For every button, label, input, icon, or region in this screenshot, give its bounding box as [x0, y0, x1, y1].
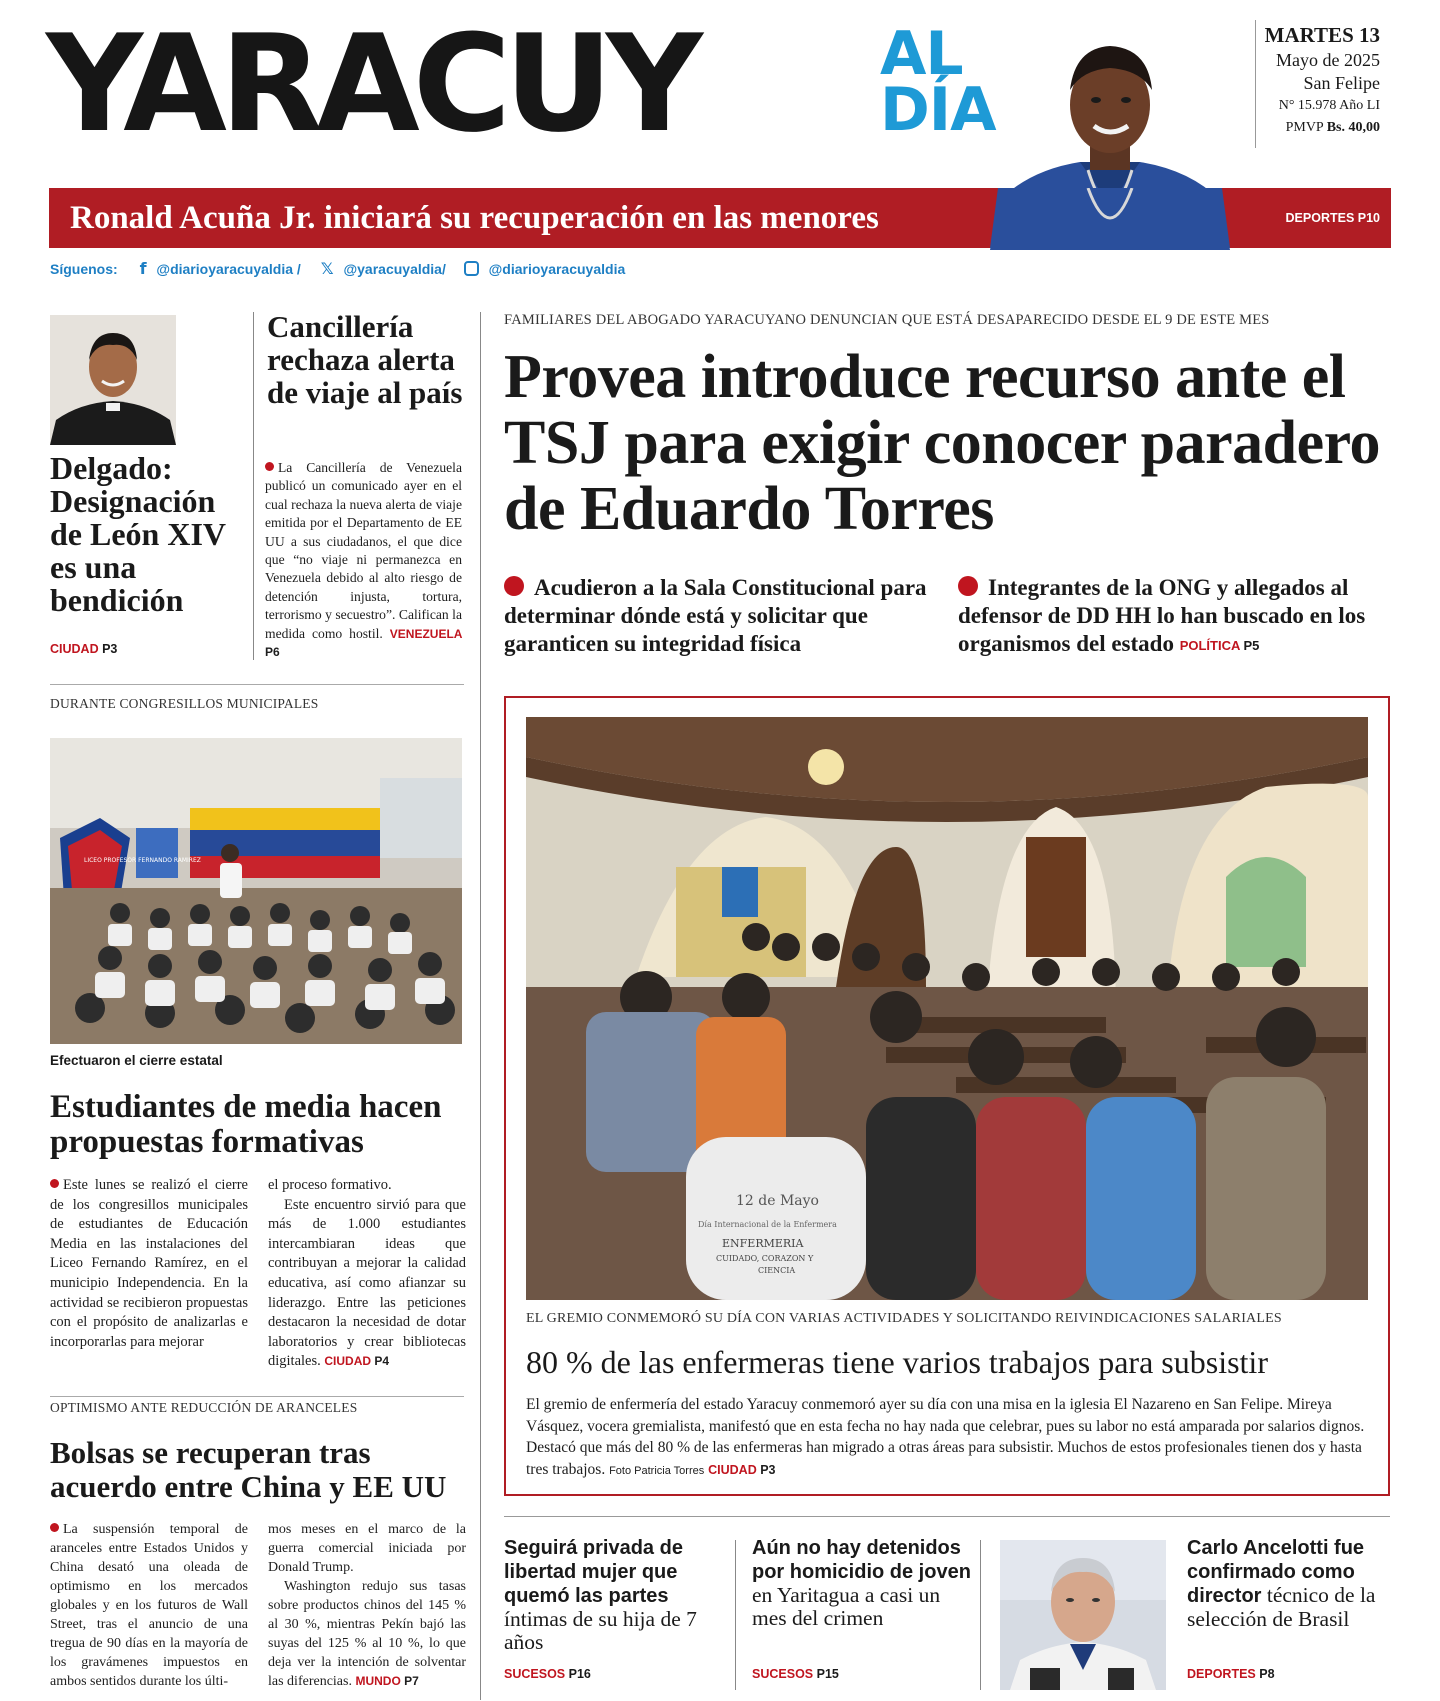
- shirt-date: 12 de Mayo: [736, 1193, 819, 1209]
- bolsas-headline[interactable]: Bolsas se recuperan tras acuerdo entre China y EE UU: [50, 1435, 447, 1504]
- estudiantes-banner-text: LICEO PROFESOR FERNANDO RAMIREZ: [84, 857, 201, 864]
- instagram-handle[interactable]: @diarioyaracuyaldia: [488, 261, 626, 277]
- lead-headline[interactable]: Provea introduce recurso ante el TSJ para exigir conocer paradero de Eduardo Torres: [504, 343, 1381, 543]
- x-handle[interactable]: @yaracuyaldia/: [343, 261, 446, 277]
- ancelotti-photo: [1000, 1540, 1166, 1690]
- estudiantes-kicker: DURANTE CONGRESILLOS MUNICIPALES: [50, 696, 319, 711]
- lead-point-1: Acudieron a la Sala Constitucional para determinar dónde está y solicitar que garanticen su integridad física: [504, 575, 927, 656]
- bolsas-kicker: OPTIMISMO ANTE REDUCCIÓN DE ARANCELES: [50, 1400, 358, 1415]
- price-label: PMVP: [1285, 120, 1324, 135]
- edition-day: MARTES 13: [1264, 23, 1380, 47]
- cancilleria-body: La Cancillería de Venezuela publicó un comunicado ayer en el cual rechaza la nueva alerta de viaje emitida por el Departamento de EE UU a sus ciudadanos, el que dice que “no viaje ni permanezca en Venezuela debido al alto riesgo de detención injusta, tortura, terrorismo y secuestro”. Califican la medida como hostil. VENEZUELA P6: [265, 460, 462, 660]
- masthead-al: AL: [880, 19, 963, 89]
- estudiantes-body-col1: Este lunes se realizó el cierre de los congresillos municipales de estudiantes de Educación Media en las instalaciones del Liceo Fernando Ramírez, en el municipio Independencia. En la actividad se recibieron propuestas con el propósito de analizarlas e incorporarlas para mejorar: [50, 1177, 248, 1350]
- deportes-story[interactable]: Carlo Ancelotti fue confirmado como director técnico de la selección de Brasil: [1187, 1537, 1376, 1631]
- shirt-line4: CIENCIA: [758, 1266, 796, 1275]
- facebook-handle[interactable]: @diarioyaracuyaldia /: [156, 261, 301, 277]
- banner-section[interactable]: DEPORTES P10: [1285, 211, 1380, 225]
- edition-city: San Felipe: [1303, 73, 1380, 93]
- shirt-line3: CUIDADO, CORAZON Y: [716, 1254, 814, 1263]
- sucesos2-story[interactable]: Aún no hay detenidos por homicidio de joven en Yaritagua a casi un mes del crimen: [752, 1537, 971, 1630]
- sucesos1-story[interactable]: Seguirá privada de libertad mujer que quemó las partes íntimas de su hija de 7 años: [504, 1537, 697, 1654]
- masthead-title: YARACUY: [46, 6, 696, 162]
- price-value: Bs. 40,00: [1326, 120, 1380, 135]
- enfermeras-headline[interactable]: 80 % de las enfermeras tiene varios trabajos para subsistir: [526, 1344, 1268, 1380]
- edition-month: Mayo de 2025: [1276, 50, 1380, 70]
- delgado-section[interactable]: CIUDAD P3: [50, 642, 118, 656]
- enfermeras-credit: Foto Patricia Torres: [609, 1464, 705, 1477]
- estudiantes-body-col2: el proceso formativo. Este encuentro sirvió para que más de 1.000 estudiantes intercambiaran ideas que contribuyan a mejorar la calidad educativa, así como afianzar su liderazgo. Entre las peticiones destacaron la necesidad de dotar laboratorios y crear bibliotecas digitales. CIUDAD P4: [268, 1177, 466, 1370]
- banner-headline[interactable]: Ronald Acuña Jr. iniciará su recuperación en las menores: [70, 200, 879, 236]
- enfermeras-photo: [526, 717, 1368, 1300]
- edition-info: [1262, 22, 1380, 139]
- estudiantes-caption: Efectuaron el cierre estatal: [50, 1053, 223, 1068]
- delgado-photo: [50, 315, 176, 445]
- facebook-icon[interactable]: f: [139, 259, 147, 278]
- instagram-icon[interactable]: [464, 261, 479, 276]
- x-icon[interactable]: 𝕏: [320, 259, 334, 278]
- estudiantes-photo: [50, 738, 462, 1044]
- lead-point-2: Integrantes de la ONG y allegados al defensor de DD HH lo han buscado en los organismos del estado POLÍTICA P5: [958, 575, 1366, 656]
- cancilleria-headline[interactable]: Cancillería rechaza alerta de viaje al país: [267, 309, 463, 410]
- estudiantes-headline[interactable]: Estudiantes de media hacen propuestas formativas: [50, 1089, 442, 1160]
- bolsas-body-col1: La suspensión temporal de aranceles entre Estados Unidos y China desató una oleada de optimismo en los mercados globales y en los futuros de Wall Street, tras el anuncio de una tregua de 90 días en la mayoría de los gravámenes impuestos en ambos sentidos durante los últi-: [50, 1522, 248, 1689]
- acuna-shirt: [990, 188, 1230, 248]
- edition-year: Año LI: [1339, 98, 1380, 113]
- lead-kicker: FAMILIARES DEL ABOGADO YARACUYANO DENUNCIAN QUE ESTÁ DESAPARECIDO DESDE EL 9 DE ESTE MES: [504, 312, 1270, 328]
- sucesos1-section[interactable]: SUCESOS P16: [504, 1667, 591, 1681]
- bolsas-body-col2: mos meses en el marco de la guerra comercial iniciada por Donald Trump. Washington redujo sus tasas sobre productos chinos del 145 % al 30 %, mientras Pekín bajó las suyas del 125 % al 10 %, lo que deja ver la intención de solventar las diferencias. MUNDO P7: [268, 1522, 466, 1689]
- delgado-headline[interactable]: Delgado: Designación de León XIV es una bendición: [50, 450, 226, 618]
- shirt-line2: ENFERMERIA: [722, 1237, 804, 1250]
- edition-number: N° 15.978: [1278, 98, 1337, 113]
- shirt-line1: Día Internacional de la Enfermera: [698, 1220, 837, 1229]
- masthead-dia: DÍA: [880, 75, 996, 145]
- social-bar: [50, 258, 950, 280]
- social-label: Síguenos:: [50, 261, 118, 277]
- deportes-section[interactable]: DEPORTES P8: [1187, 1667, 1275, 1681]
- enfermeras-kicker: EL GREMIO CONMEMORÓ SU DÍA CON VARIAS ACTIVIDADES Y SOLICITANDO REIVINDICACIONES SALARIALES: [526, 1311, 1282, 1326]
- enfermeras-body: El gremio de enfermería del estado Yaracuy conmemoró ayer su día con una misa en la iglesia El Nazareno en San Felipe. Mireya Vásquez, vocera gremialista, manifestó que en esta fecha no hay nada que celebrar, pues su labor no está amparada por salarios dignos. Destacó que más del 80 % de las enfermeras han migrado a otras áreas para subsistir. Muchos de estos profesionales tienen dos y hasta tres trabajos. Foto Patricia Torres CIUDAD P3: [526, 1396, 1365, 1478]
- sucesos2-section[interactable]: SUCESOS P15: [752, 1667, 839, 1681]
